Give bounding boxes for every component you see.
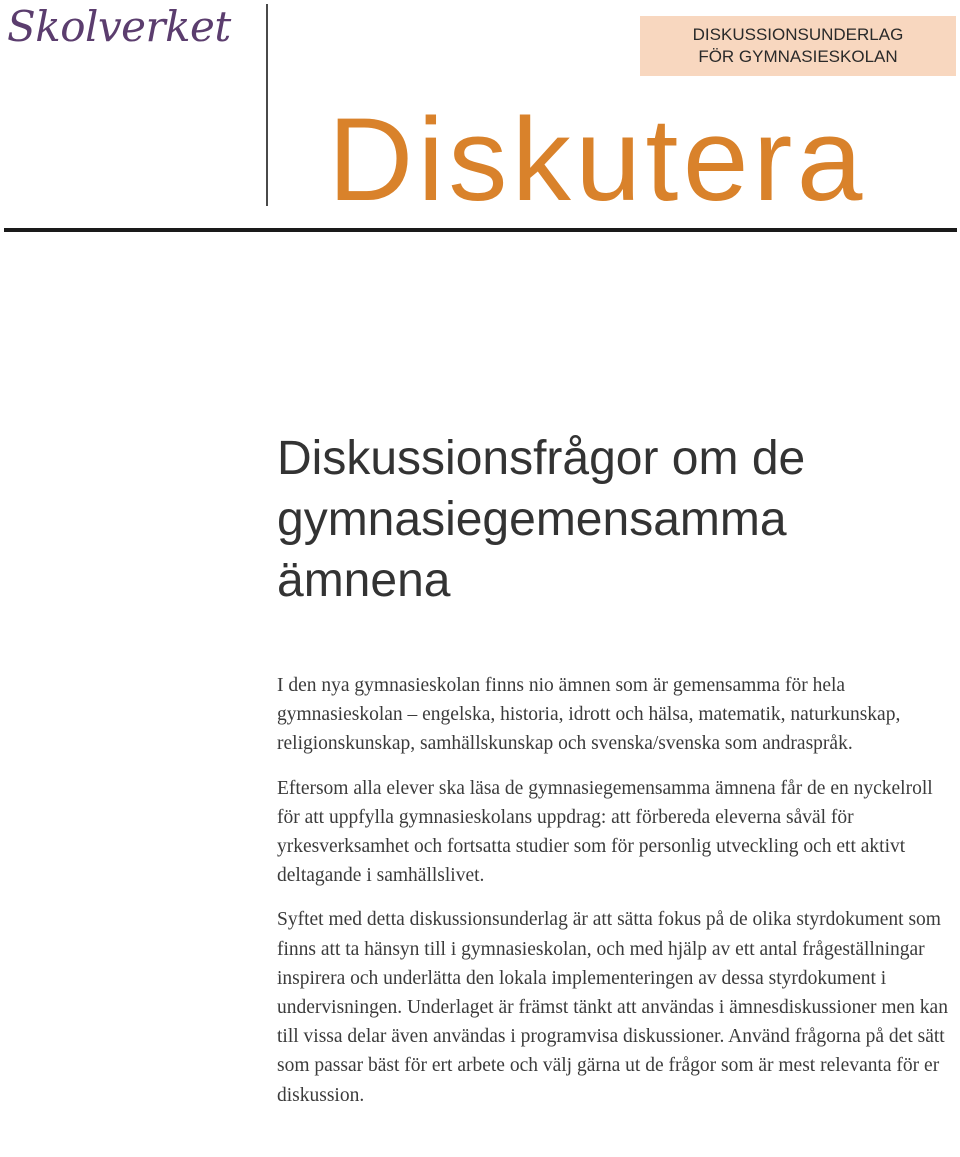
intro-paragraph: I den nya gymnasieskolan finns nio ämnen som är gemensamma för hela gymnasieskolan – engelska, historia, idrott och hälsa, matematik, naturkunskap, religionskunskap, samhällskunskap och svenska/svenska som andraspråk. <box>277 675 901 755</box>
document-type-badge <box>640 16 956 76</box>
body-text <box>277 671 957 1125</box>
header-vertical-divider <box>266 4 268 206</box>
role-paragraph: Eftersom alla elever ska läsa de gymnasiegemensamma ämnena får de en nyckelroll för att uppfylla gymnasieskolans uppdrag: att förbereda eleverna såväl för yrkesverksamhet och fortsatta studier som för personlig utveckling och ett aktivt deltagande i samhällslivet. <box>277 777 933 887</box>
badge-line-1: DISKUSSIONSUNDERLAG <box>692 25 904 44</box>
main-title: Diskutera <box>328 94 867 226</box>
badge-line-2: FÖR GYMNASIESKOLAN <box>698 47 898 66</box>
header-horizontal-rule <box>4 228 957 232</box>
purpose-paragraph: Syftet med detta diskussionsunderlag är att sätta fokus på de olika styrdokument som finns att ta hänsyn till i gymnasieskolan, och med hjälp av ett antal frågeställningar inspirera och underlätta den lokala implementeringen av dessa styrdokument i undervisningen. Underlaget är främst tänkt att användas i ämnesdiskussioner men kan till vissa delar även användas i programvisa diskussioner. Använd frågorna på det sätt som passar bäst för ert arbete och välj gärna ut de frågor som är mest relevanta för er diskussion. <box>277 909 948 1106</box>
page-subtitle: Diskussionsfrågor om de gymnasiegemensamma ämnena <box>277 432 806 607</box>
skolverket-logo: Skolverket <box>7 2 231 51</box>
